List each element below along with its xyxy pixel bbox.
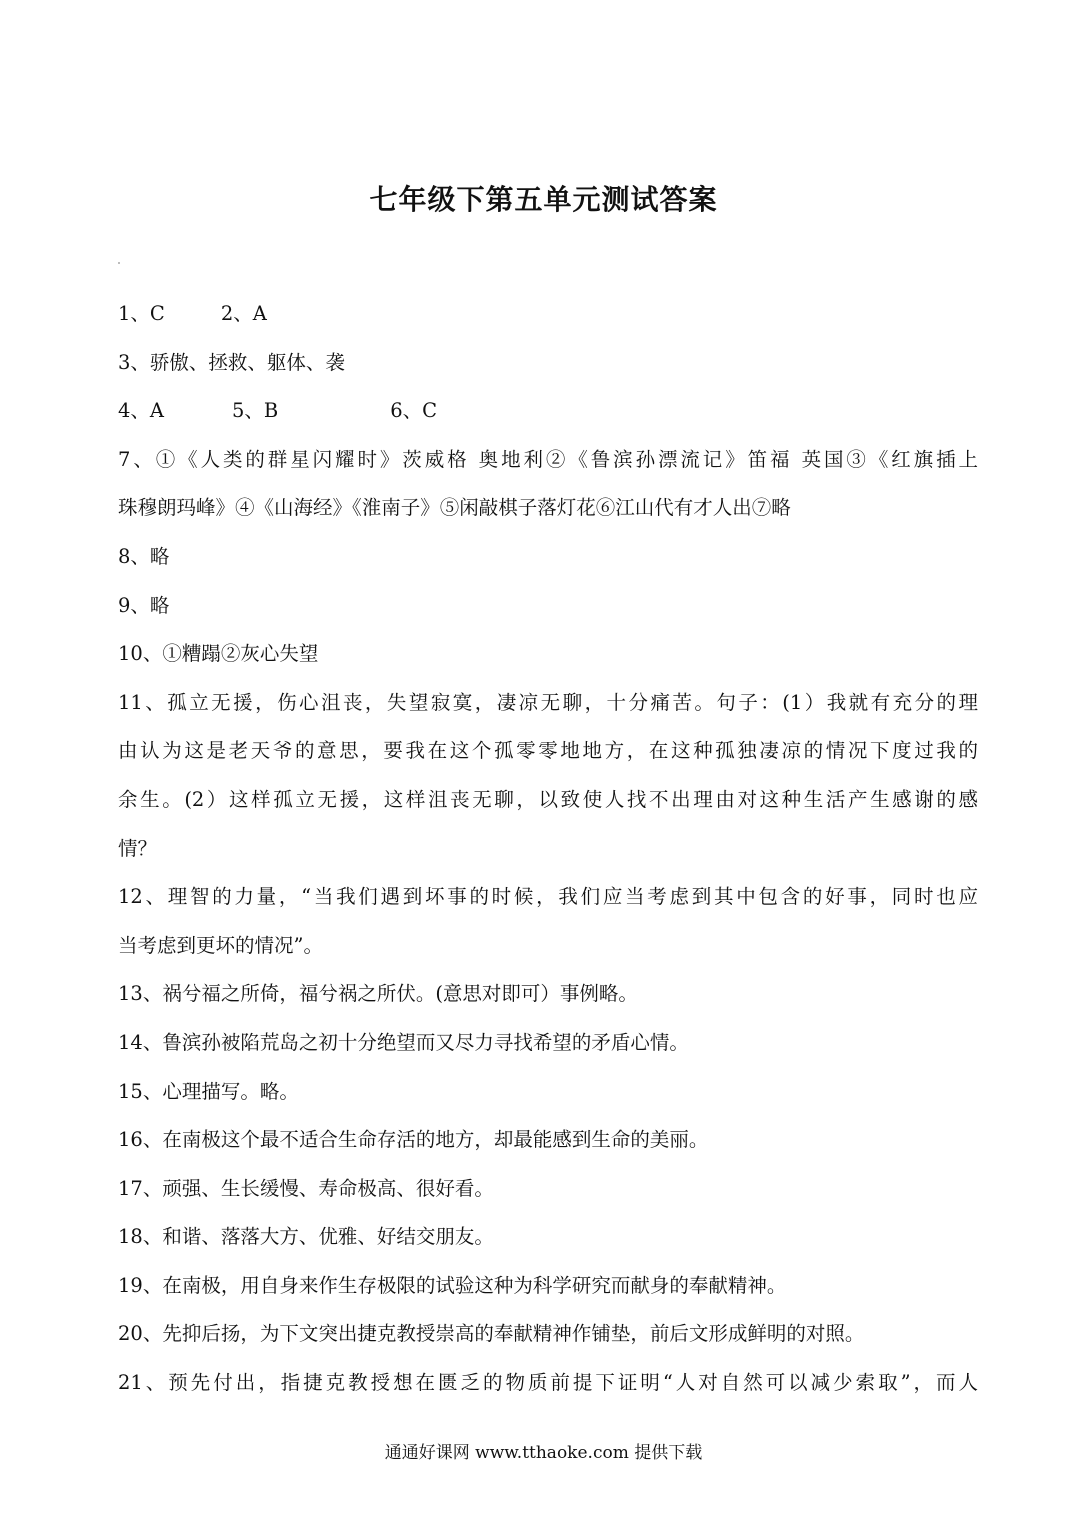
- answer-18: 18、和谐、落落大方、优雅、好结交朋友。: [118, 1225, 494, 1249]
- answer-19: 19、在南极，用自身来作生存极限的试验这种为科学研究而献身的奉献精神。: [118, 1273, 787, 1297]
- answer-15: 15、心理描写。略。: [118, 1079, 299, 1103]
- answer-20: 20、先抑后扬，为下文突出捷克教授崇高的奉献精神作铺垫，前后文形成鲜明的对照。: [118, 1322, 865, 1346]
- answer-3: 3、骄傲、拯救、躯体、袭: [118, 350, 345, 374]
- answer-8: 8、略: [118, 544, 170, 568]
- answer-13: 13、祸兮福之所倚，福兮祸之所伏。(意思对即可）事例略。: [118, 982, 638, 1006]
- answer-11-line-4: 情？: [118, 836, 158, 860]
- answer-7-line-1: 7、①《人类的群星闪耀时》茨威格 奥地利②《鲁滨孙漂流记》笛福 英国③《红旗插上: [118, 447, 978, 471]
- answer-11-line-3: 余生。(2）这样孤立无援，这样沮丧无聊，以致使人找不出理由对这种生活产生感谢的感: [118, 787, 978, 811]
- answer-row-1-2: [118, 290, 978, 339]
- answer-9: 9、略: [118, 593, 170, 617]
- document-title: 七年级下第五单元测试答案: [369, 183, 718, 216]
- answer-12-line-1: 12、理智的力量，“当我们遇到坏事的时候，我们应当考虑到其中包含的好事，同时也应: [118, 885, 978, 909]
- answer-list: [118, 290, 978, 1408]
- answer-10: 10、①糟蹋②灰心失望: [118, 642, 319, 666]
- answer-1: 1、C: [118, 302, 165, 325]
- answer-6: 6、C: [390, 399, 438, 423]
- answer-11-line-2: 由认为这是老天爷的意思，要我在这个孤零零地地方，在这种孤独凄凉的情况下度过我的: [118, 739, 978, 763]
- answer-21-line-1: 21、预先付出，指捷克教授想在匮乏的物质前提下证明“人对自然可以减少索取”，而人: [118, 1371, 978, 1395]
- scan-speck: [118, 262, 120, 264]
- answer-12-line-2: 当考虑到更坏的情况”。: [118, 933, 323, 957]
- answer-11-line-1: 11、孤立无援，伤心沮丧，失望寂寞，凄凉无聊，十分痛苦。句子：(1）我就有充分的理: [118, 690, 978, 714]
- page-footer: 通通好课网 www.tthaoke.com 提供下载: [384, 1443, 703, 1463]
- answer-2: 2、A: [220, 302, 267, 325]
- answer-17: 17、顽强、生长缓慢、寿命极高、很好看。: [118, 1176, 494, 1200]
- answer-row-4-6: [118, 387, 978, 436]
- answer-7-line-2: 珠穆朗玛峰》④《山海经》《淮南子》⑤闲敲棋子落灯花⑥江山代有才人出⑦略: [118, 496, 791, 520]
- answer-4: 4、A: [118, 399, 164, 423]
- answer-5: 5、B: [232, 399, 279, 423]
- answer-16: 16、在南极这个最不适合生命存活的地方，却最能感到生命的美丽。: [118, 1128, 709, 1152]
- answer-14: 14、鲁滨孙被陷荒岛之初十分绝望而又尽力寻找希望的矛盾心情。: [118, 1030, 689, 1054]
